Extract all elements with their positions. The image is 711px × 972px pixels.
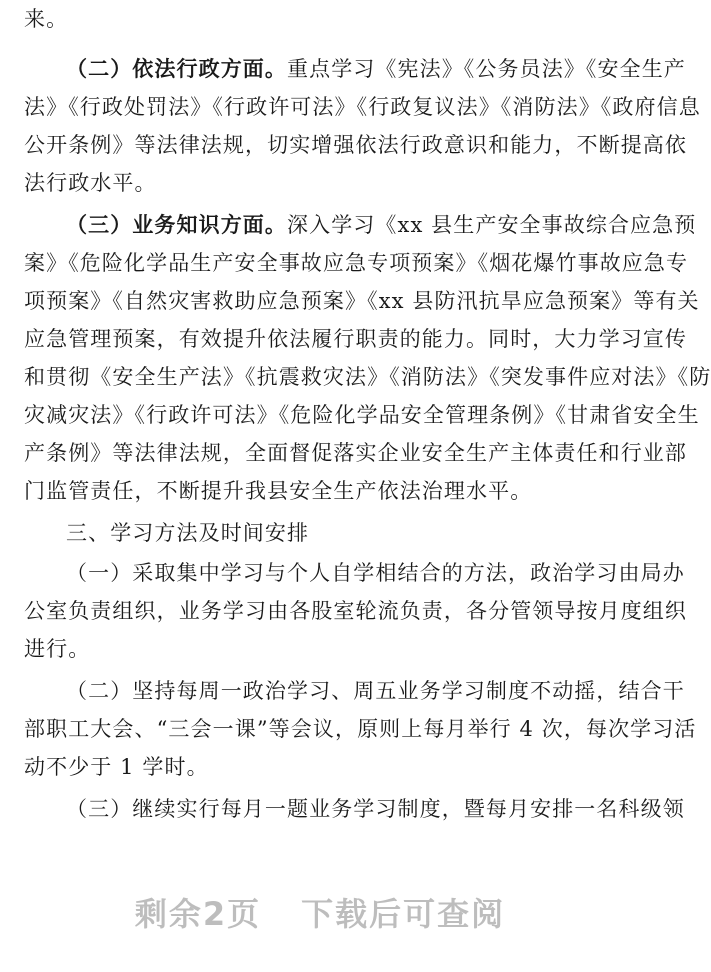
bold-heading: （三）业务知识方面。 xyxy=(66,212,287,237)
bold-heading: （二）依法行政方面。 xyxy=(66,56,287,81)
text-line: （二）坚持每周一政治学习、周五业务学习制度不动摇，结合干 xyxy=(66,679,685,703)
text-line: 灾减灾法》《行政许可法》《危险化学品安全管理条例》《甘肃省安全生 xyxy=(24,403,700,427)
download-banner[interactable] xyxy=(0,888,640,940)
remaining-pages-label[interactable]: 剩余2页 xyxy=(134,895,262,933)
text-line: 公室负责组织，业务学习由各股室轮流负责，各分管领导按月度组织 xyxy=(24,599,687,623)
text-line: 动不少于 1 学时。 xyxy=(24,755,209,779)
text-line: 公开条例》等法律法规，切实增强依法行政意识和能力，不断提高依 xyxy=(24,133,687,157)
text-line: （一）采取集中学习与个人自学相结合的方法，政治学习由局办 xyxy=(66,561,685,585)
text-line: 进行。 xyxy=(24,637,91,661)
text-line: 法行政水平。 xyxy=(24,171,157,195)
text-line: 和贯彻《安全生产法》《抗震救灾法》《消防法》《突发事件应对法》《防 xyxy=(24,365,711,389)
text-line: 产条例》等法律法规，全面督促落实企业安全生产主体责任和行业部 xyxy=(24,441,687,465)
text-line: 部职工大会、“三会一课”等会议，原则上每月举行 4 次，每次学习活 xyxy=(24,717,697,741)
text-line: 应急管理预案，有效提升依法履行职责的能力。同时，大力学习宣传 xyxy=(24,327,687,351)
section-heading-line: （二）依法行政方面。重点学习《宪法》《公务员法》《安全生产 xyxy=(66,56,686,81)
text-line: 来。 xyxy=(24,7,69,31)
text-line: 项预案》《自然灾害救助应急预案》《xx 县防汛抗旱应急预案》等有关 xyxy=(24,289,700,313)
text-line: 法》《行政处罚法》《行政许可法》《行政复议法》《消防法》《政府信息 xyxy=(24,95,701,119)
section-title: 三、学习方法及时间安排 xyxy=(66,521,310,545)
section-heading-line: （三）业务知识方面。深入学习《xx 县生产安全事故综合应急预 xyxy=(66,212,697,237)
download-to-read-link[interactable]: 下载后可查阅 xyxy=(301,895,506,933)
text-line: （三）继续实行每月一题业务学习制度，暨每月安排一名科级领 xyxy=(66,797,685,821)
text-line: 案》《危险化学品生产安全事故应急专项预案》《烟花爆竹事故应急专 xyxy=(24,251,689,275)
text-line: 门监管责任，不断提升我县安全生产依法治理水平。 xyxy=(24,479,533,503)
